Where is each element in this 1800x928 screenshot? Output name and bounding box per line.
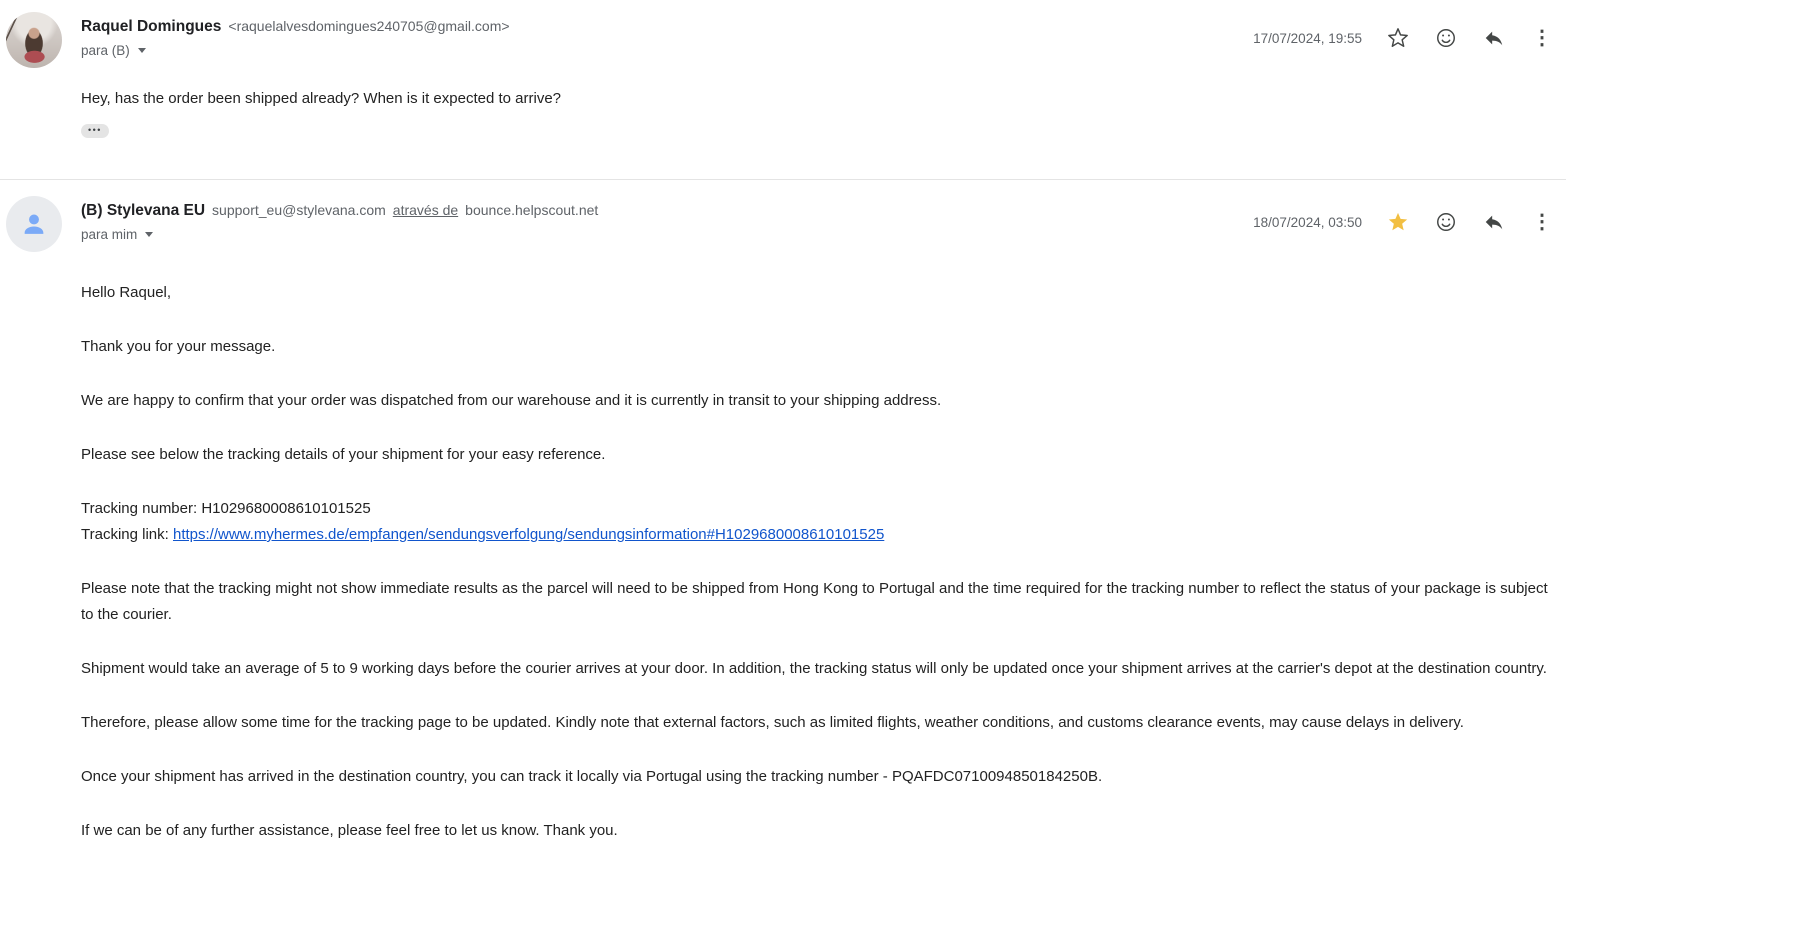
email-message-2 — [0, 180, 1566, 844]
paragraph-once-arrived: Once your shipment has arrived in the destination country, you can track it locally via Portugal using the tracking number - PQAFDC0710094850184250B. — [81, 768, 1103, 785]
more-options-button[interactable] — [1522, 202, 1562, 242]
message-meta — [1253, 12, 1566, 58]
star-filled-icon — [1387, 211, 1409, 233]
star-button[interactable] — [1378, 202, 1418, 242]
paragraph-shipment: Shipment would take an average of 5 to 9 working days before the courier arrives at your door. In addition, the tracking status will only be updated once your shipment arrives at the carrier's depot at the destination country. — [81, 660, 1547, 677]
sender-avatar[interactable] — [6, 12, 62, 68]
tracking-link[interactable]: https://www.myhermes.de/empfangen/sendungsverfolgung/sendungsinformation#H1029680008610101525 — [172, 526, 885, 543]
reply-button[interactable] — [1474, 18, 1514, 58]
emoji-icon — [1435, 27, 1457, 49]
emoji-icon — [1435, 211, 1457, 233]
emoji-reaction-button[interactable] — [1426, 18, 1466, 58]
paragraph-therefore: Therefore, please allow some time for the tracking page to be updated. Kindly note that external factors, such as limited flights, weather conditions, and customs clearance events, may cause delays in delivery. — [81, 714, 1464, 731]
paragraph-see-below: Please see below the tracking details of your shipment for your easy reference. — [81, 446, 606, 463]
sender-block — [81, 196, 598, 244]
star-button[interactable] — [1378, 18, 1418, 58]
tracking-number-line: Tracking number: H1029680008610101525 — [81, 500, 371, 517]
via-domain: bounce.helpscout.net — [465, 202, 599, 218]
more-vert-icon: ⋮ — [1532, 211, 1552, 233]
sender-email: support_eu@stylevana.com — [212, 202, 386, 218]
email-header — [6, 196, 1566, 252]
chevron-down-icon — [138, 48, 146, 53]
recipient-label: para mim — [81, 227, 138, 242]
emoji-reaction-button[interactable] — [1426, 202, 1466, 242]
sender-avatar[interactable] — [6, 196, 62, 252]
sender-email: <raquelalvesdomingues240705@gmail.com> — [228, 18, 510, 34]
more-options-button[interactable] — [1522, 18, 1562, 58]
sender-line — [81, 202, 598, 220]
tracking-details — [81, 496, 1550, 548]
message-date: 18/07/2024, 03:50 — [1253, 214, 1362, 230]
more-vert-icon: ⋮ — [1532, 27, 1552, 49]
reply-button[interactable] — [1474, 202, 1514, 242]
paragraph-closing: If we can be of any further assistance, please feel free to let us know. Thank you. — [81, 822, 618, 839]
email-header — [6, 12, 1566, 68]
recipient-details-toggle[interactable] — [81, 43, 146, 58]
reply-icon — [1483, 211, 1505, 233]
greeting-text: Hello Raquel, — [81, 284, 172, 301]
sender-name: (B) Stylevana EU — [81, 202, 206, 219]
sender-block — [81, 12, 510, 60]
message-date: 17/07/2024, 19:55 — [1253, 30, 1362, 46]
highlighted-text: Thank you for your message. — [81, 338, 276, 355]
via-label: através de — [392, 202, 459, 218]
message-meta — [1253, 196, 1566, 242]
ellipsis-icon: ••• — [88, 125, 102, 135]
chevron-down-icon — [145, 232, 153, 237]
paragraph-confirm: We are happy to confirm that your order was dispatched from our warehouse and it is currently in transit to your shipping address. — [81, 392, 942, 409]
email-message-1 — [0, 0, 1566, 180]
sender-name: Raquel Domingues — [81, 18, 222, 35]
tracking-link-label: Tracking link: — [81, 526, 169, 543]
show-trimmed-content-button[interactable] — [81, 124, 109, 138]
person-icon — [17, 207, 51, 241]
reply-icon — [1483, 27, 1505, 49]
email-body — [81, 86, 1550, 139]
recipient-details-toggle[interactable] — [81, 227, 153, 242]
recipient-label: para (B) — [81, 43, 130, 58]
paragraph-note: Please note that the tracking might not show immediate results as the parcel will need to be shipped from Hong Kong to Portugal and the time required for the tracking number to reflect the status of your package is subject to the courier. — [81, 580, 1548, 623]
email-body — [81, 280, 1550, 844]
sender-line — [81, 18, 510, 36]
message-text: Hey, has the order been shipped already? When is it expected to arrive? — [81, 90, 561, 107]
star-outline-icon — [1387, 27, 1409, 49]
